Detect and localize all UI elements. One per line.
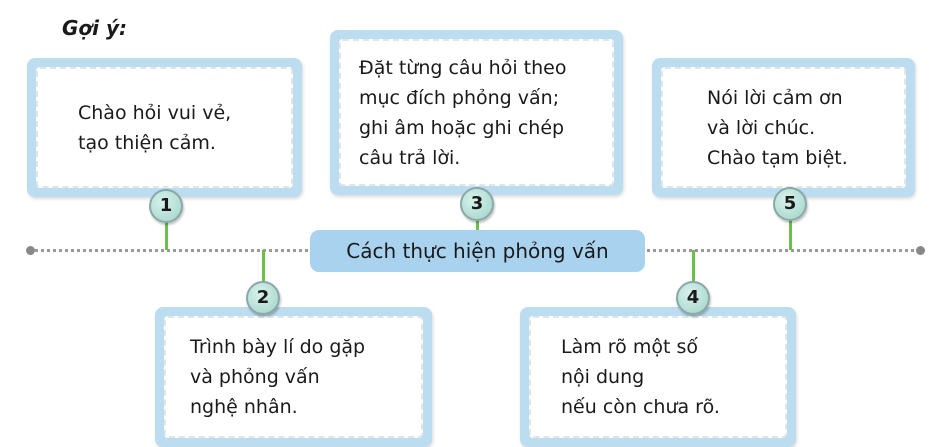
step-number-3: 3 — [460, 187, 494, 221]
step-box-1 — [27, 58, 302, 197]
step-box-5 — [652, 58, 915, 197]
step-box-2 — [155, 307, 432, 447]
step-number-1: 1 — [149, 189, 183, 223]
connector-4 — [692, 250, 695, 282]
timeline-start-dot — [26, 246, 35, 255]
hint-heading: Gợi ý: — [62, 16, 128, 40]
step-number-4: 4 — [676, 281, 710, 315]
timeline-end-dot — [916, 246, 925, 255]
step-number-2: 2 — [246, 281, 280, 315]
step-box-4 — [520, 307, 796, 447]
step-number-5: 5 — [773, 187, 807, 221]
center-label: Cách thực hiện phỏng vấn — [310, 230, 645, 272]
connector-5 — [789, 218, 792, 250]
connector-1 — [165, 220, 168, 250]
step-box-3 — [330, 30, 623, 195]
step-text: Trình bày lí do gặp và phỏng vấn nghệ nhân. — [190, 336, 366, 418]
step-text: Làm rõ một số nội dung nếu còn chưa rõ. — [561, 336, 720, 418]
step-text: Chào hỏi vui vẻ, tạo thiện cảm. — [78, 101, 232, 154]
connector-2 — [262, 250, 265, 282]
step-text: Nói lời cảm ơn và lời chúc. Chào tạm biệt. — [707, 86, 848, 169]
step-text: Đặt từng câu hỏi theo mục đích phỏng vấn; ghi âm hoặc ghi chép câu trả lời. — [359, 56, 567, 169]
